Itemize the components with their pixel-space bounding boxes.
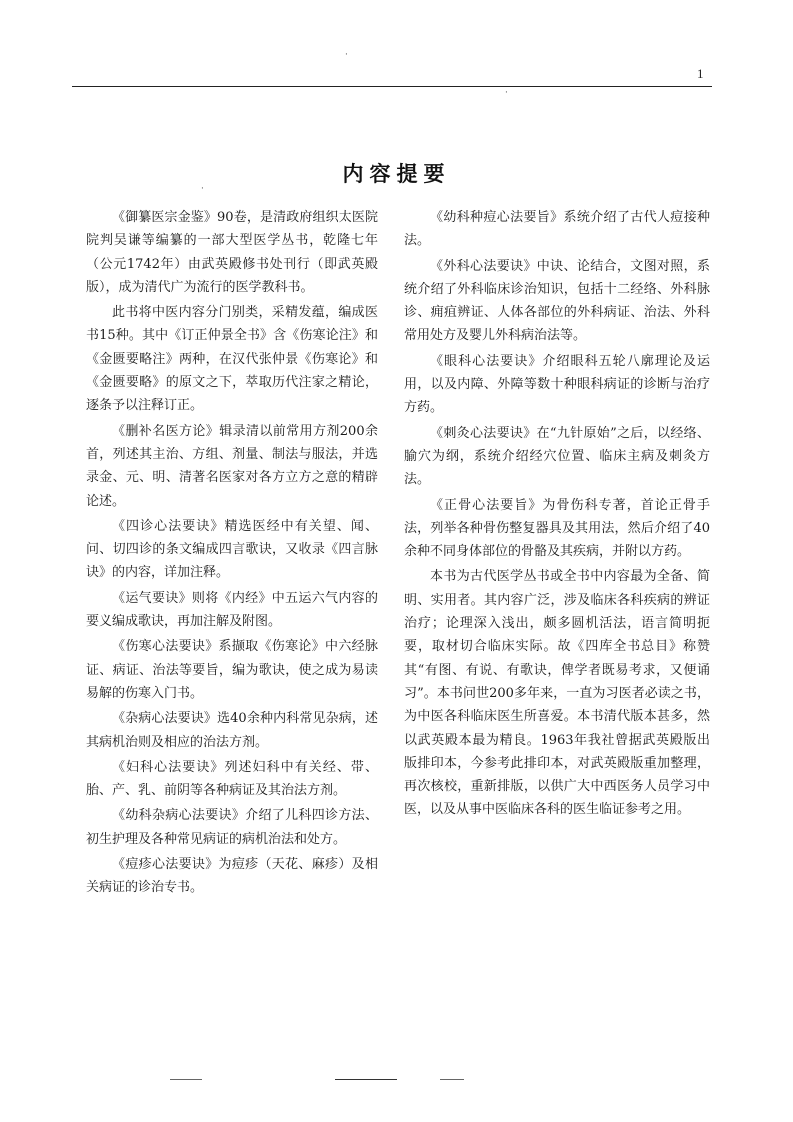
- paragraph-waike: 《外科心法要诀》中诀、论结合，文图对照，系统介绍了外科临床诊治知识，包括十二经络、外科脉诊、痈疽辨证、人体各部位的外科病证、治法、外科常用处方及婴儿外科病治法等。: [404, 258, 710, 344]
- paragraph-youke-zabing: 《幼科杂病心法要诀》介绍了儿科四诊方法、初生护理及各种常见病证的病机治法和处方。: [86, 808, 378, 847]
- paragraph-zabing: 《杂病心法要诀》选40余种内科常见杂病，述其病机治则及相应的治法方剂。: [86, 711, 378, 750]
- paragraph-yanke: 《眼科心法要诀》介绍眼科五轮八廓理论及运用，以及内障、外障等数十种眼科病证的诊断与治疗方药。: [404, 353, 710, 416]
- scan-speck: ·: [505, 88, 508, 98]
- paragraph-book-structure: 此书将中医内容分门别类，采精发蕴，编成医书15种。其中《订正仲景全书》含《伤寒论注》和《金匮要略注》两种，在汉代张仲景《伤寒论》和《金匮要略》的原文之下，萃取历代注家之精论，逐条予以注释订正。: [86, 305, 378, 414]
- paragraph-douzhen: 《痘疹心法要诀》为痘疹（天花、麻疹）及相关病证的诊治专书。: [86, 857, 378, 896]
- paragraph-fuke: 《妇科心法要诀》列述妇科中有关经、带、胎、产、乳、前阴等各种病证及其治法方剂。: [86, 759, 378, 799]
- paragraph-sizhen: 《四诊心法要诀》精选医经中有关望、闻、问、切四诊的条文编成四言歌诀，又收录《四言脉诀》的内容，详加注释。: [86, 518, 378, 581]
- paragraph-shanghan: 《伤寒心法要诀》系撷取《伤寒论》中六经脉证、病证、治法等要旨，编为歌诀，使之成为易读易解的伤寒入门书。: [86, 639, 378, 701]
- footer-rule-right: [440, 1079, 464, 1080]
- footer-rule-left: [170, 1079, 202, 1080]
- page-number: 1: [697, 66, 704, 81]
- paragraph-summary: 本书为古代医学丛书或全书中内容最为全备、简明、实用者。其内容广泛，涉及临床各科疾病的辨证治疗；论理深入浅出，颇多圆机活法，语言简明扼要，取材切合临床实际。故《四库全书总目》称赞其“有图、有说、有歌诀，俾学者既易考求，又便诵习”。本书问世200多年来，一直为习医者必读之书，为中医各科临床医生所喜爱。本书清代版本甚多，然以武英殿本最为精良。1963年我社曾据武英殿版出版排印本，今参考此排印本，对武英殿版重加整理，再次核校，重新排版，以供广大中西医务人员学习中医，以及从事中医临床各科的医生临证参考之用。: [404, 569, 710, 818]
- paragraph-yunqi: 《运气要诀》则将《内经》中五运六气内容的要义编成歌诀，再加注解及附图。: [86, 590, 378, 630]
- page-title: 内容提要: [342, 162, 451, 186]
- paragraph-cijiu: 《刺灸心法要诀》在“九针原始”之后，以经络、腧穴为纲，系统介绍经穴位置、临床主病及刺灸方法。: [404, 425, 710, 488]
- paragraph-zhenggu: 《正骨心法要旨》为骨伤科专著，首论正骨手法，列举各种骨伤整复器具及其用法，然后介绍了40余种不同身体部位的骨骼及其疾病，并附以方药。: [404, 497, 710, 560]
- paragraph-zhongdou: 《幼科种痘心法要旨》系统介绍了古代人痘接种法。: [404, 210, 710, 249]
- right-column: [404, 206, 710, 824]
- header-rule: [72, 86, 712, 87]
- paragraph-mingyi-fanglun: 《删补名医方论》辑录清以前常用方剂200余首，列述其主治、方组、剂量、制法与服法，并选录金、元、明、清著名医家对各方立方之意的精辟论述。: [86, 423, 378, 509]
- scan-speck: ·: [345, 50, 348, 60]
- paragraph-jinjian-intro: 《御纂医宗金鉴》90卷，是清政府组织太医院院判吴谦等编纂的一部大型医学丛书，乾隆七年（公元1742年）由武英殿修书处刊行（即武英殿版），成为清代广为流行的医学教科书。: [86, 210, 378, 295]
- footer-rule-center: [335, 1079, 397, 1080]
- left-column: [86, 206, 378, 902]
- scan-speck: ·: [201, 184, 204, 194]
